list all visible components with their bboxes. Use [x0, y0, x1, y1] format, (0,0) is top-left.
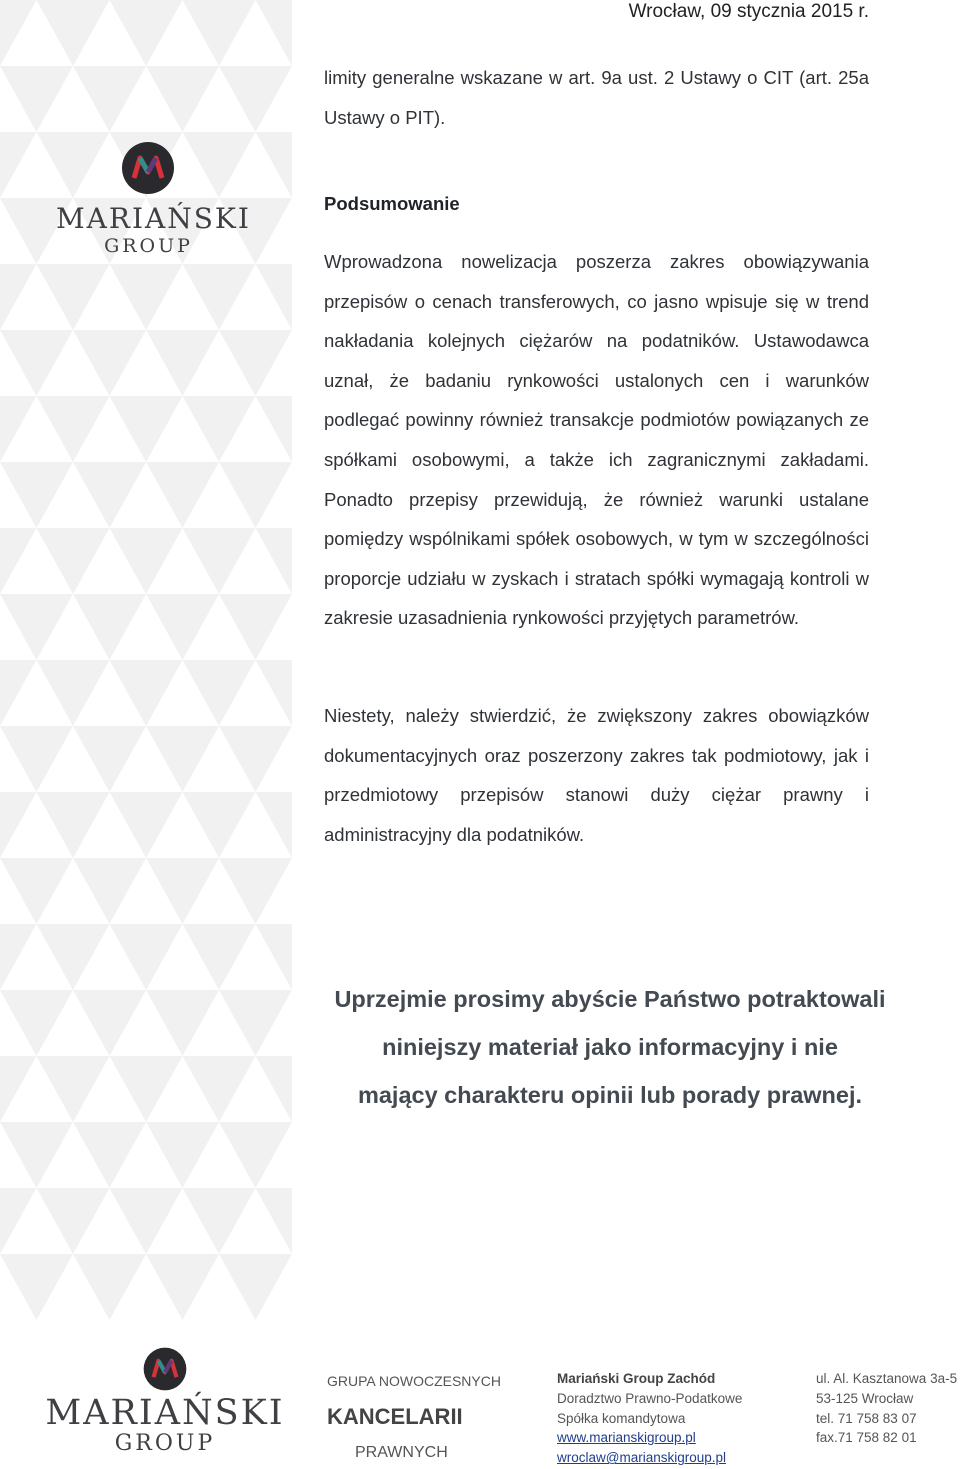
pattern-triangle — [37, 792, 110, 858]
pattern-triangle — [256, 1056, 293, 1122]
footer-company-service: Doradztwo Prawno-Podatkowe — [557, 1390, 743, 1406]
pattern-triangle — [146, 594, 219, 660]
pattern-triangle — [0, 528, 37, 594]
pattern-triangle — [110, 660, 183, 726]
logo-mark-icon — [120, 140, 176, 196]
section-heading: Podsumowanie — [324, 193, 460, 214]
pattern-triangle — [146, 990, 219, 1056]
pattern-triangle — [73, 462, 146, 528]
pattern-triangle — [219, 990, 292, 1056]
footer-company-name: Mariański Group Zachód — [557, 1371, 716, 1386]
pattern-triangle — [183, 1056, 256, 1122]
pattern-triangle — [219, 1254, 292, 1320]
pattern-triangle — [73, 1122, 146, 1188]
pattern-triangle — [146, 1122, 219, 1188]
footer-website-link[interactable]: www.marianskigroup.pl — [557, 1430, 696, 1446]
pattern-triangle — [256, 264, 293, 330]
footer-email-link[interactable]: wroclaw@marianskigroup.pl — [557, 1450, 727, 1466]
pattern-triangle — [0, 462, 73, 528]
disclaimer-line-2: niniejszy materiał jako informacyjny i nie — [382, 1034, 838, 1060]
pattern-triangle — [37, 528, 110, 594]
pattern-triangle — [0, 132, 37, 198]
pattern-triangle — [0, 924, 37, 990]
pattern-triangle — [110, 1188, 183, 1254]
logo-brand: MARIAŃSKI — [56, 202, 251, 235]
pattern-triangle — [219, 726, 292, 792]
footer-company-info — [557, 1369, 742, 1468]
pattern-triangle — [110, 924, 183, 990]
document-date: Wrocław, 09 stycznia 2015 r. — [628, 1, 869, 22]
disclaimer — [300, 975, 920, 1119]
footer-fax: fax.71 758 82 01 — [816, 1430, 917, 1446]
conclusion-paragraph: Niestety, należy stwierdzić, że zwiększony zakres obowiązków dokumentacyjnych oraz poszerzony zakres tak podmiotowy, jak i przedmiotowy przepisów stanowi duży ciężar prawny i administracyjny dla podatników. — [324, 705, 869, 845]
intro-paragraph-block — [324, 58, 869, 137]
pattern-triangle — [256, 1188, 293, 1254]
pattern-triangle — [0, 660, 37, 726]
pattern-triangle — [146, 1254, 219, 1320]
footer-tagline-top: GRUPA NOWOCZESNYCH — [327, 1373, 501, 1389]
footer-tagline-main: KANCELARII — [327, 1403, 463, 1429]
pattern-triangle — [0, 990, 73, 1056]
pattern-triangle — [37, 1188, 110, 1254]
pattern-triangle — [183, 924, 256, 990]
footer-street: ul. Al. Kasztanowa 3a-5 — [816, 1371, 958, 1386]
intro-paragraph: limity generalne wskazane w art. 9a ust. 2 Ustawy o CIT (art. 25a Ustawy o PIT). — [324, 67, 869, 128]
pattern-triangle — [146, 330, 219, 396]
pattern-triangle — [73, 726, 146, 792]
disclaimer-line-1: Uprzejmie prosimy abyście Państwo potraktowali — [334, 986, 886, 1012]
pattern-triangle — [256, 396, 293, 462]
pattern-triangle — [183, 264, 256, 330]
pattern-triangle — [183, 1188, 256, 1254]
pattern-triangle — [73, 1254, 146, 1320]
pattern-triangle — [219, 1122, 292, 1188]
pattern-triangle — [183, 660, 256, 726]
pattern-triangle — [183, 396, 256, 462]
pattern-triangle — [0, 0, 37, 66]
pattern-triangle — [183, 0, 256, 66]
pattern-triangle — [256, 660, 293, 726]
pattern-triangle — [256, 528, 293, 594]
footer-tagline-bottom: PRAWNYCH — [355, 1443, 448, 1461]
disclaimer-line-3: mający charakteru opinii lub porady prawnej. — [357, 1082, 863, 1108]
summary-paragraph-block — [324, 242, 869, 638]
pattern-triangle — [219, 462, 292, 528]
pattern-triangle — [110, 396, 183, 462]
pattern-triangle — [37, 264, 110, 330]
pattern-triangle — [219, 858, 292, 924]
footer-city: 53-125 Wrocław — [816, 1390, 914, 1406]
pattern-triangle — [37, 1056, 110, 1122]
pattern-triangle — [146, 858, 219, 924]
pattern-triangle — [183, 792, 256, 858]
conclusion-paragraph-block — [324, 696, 869, 854]
pattern-triangle — [183, 528, 256, 594]
pattern-triangle — [110, 264, 183, 330]
pattern-triangle — [110, 1056, 183, 1122]
pattern-triangle — [110, 792, 183, 858]
footer-tagline — [327, 1372, 527, 1463]
pattern-triangle — [146, 462, 219, 528]
logo-group: GROUP — [104, 235, 193, 257]
pattern-triangle — [73, 594, 146, 660]
footer-phone: tel. 71 758 83 07 — [816, 1410, 917, 1426]
pattern-triangle — [256, 924, 293, 990]
pattern-triangle — [146, 66, 219, 132]
footer-logo-group: GROUP — [114, 1431, 216, 1456]
pattern-triangle — [0, 1122, 73, 1188]
pattern-triangle — [146, 726, 219, 792]
company-logo — [56, 140, 251, 257]
pattern-triangle — [0, 1188, 37, 1254]
summary-paragraph: Wprowadzona nowelizacja poszerza zakres obowiązywania przepisów o cenach transferowych, co jasno wpisuje się w trend nakładania kolejnych ciężarów na podatników. Ustawodawca uznał, że badaniu rynkowości ustalonych cen i warunków podlegać powinny również transakcje podmiotów powiązanych ze spółkami osobowymi, a także ich zagranicznymi zakładami. Ponadto przepisy przewidują, że również warunki ustalane pomiędzy wspólnikami spółek osobowych, w tym w szczególności proporcje udziału w zyskach i stratach spółki wymagają kontroli w zakresie uzasadnienia rynkowości przyjętych parametrów. — [324, 251, 869, 629]
pattern-triangle — [0, 1254, 73, 1320]
pattern-triangle — [73, 990, 146, 1056]
pattern-triangle — [37, 660, 110, 726]
footer-logo-brand: MARIAŃSKI — [45, 1393, 285, 1433]
pattern-triangle — [0, 594, 73, 660]
pattern-triangle — [0, 330, 73, 396]
pattern-triangle — [37, 0, 110, 66]
pattern-triangle — [110, 0, 183, 66]
footer-address — [816, 1369, 957, 1448]
pattern-triangle — [0, 396, 37, 462]
footer-logo — [40, 1346, 290, 1456]
pattern-triangle — [0, 66, 73, 132]
pattern-triangle — [219, 594, 292, 660]
pattern-triangle — [219, 330, 292, 396]
pattern-triangle — [0, 1056, 37, 1122]
pattern-triangle — [256, 0, 293, 66]
pattern-triangle — [73, 66, 146, 132]
pattern-triangle — [73, 858, 146, 924]
footer-company-form: Spółka komandytowa — [557, 1410, 686, 1426]
pattern-triangle — [73, 330, 146, 396]
pattern-triangle — [256, 792, 293, 858]
pattern-triangle — [0, 858, 73, 924]
footer-logo-mark-icon — [142, 1346, 188, 1392]
pattern-triangle — [37, 396, 110, 462]
pattern-triangle — [0, 264, 37, 330]
pattern-triangle — [110, 528, 183, 594]
pattern-triangle — [0, 792, 37, 858]
pattern-triangle — [256, 132, 293, 198]
pattern-triangle — [37, 924, 110, 990]
pattern-triangle — [219, 66, 292, 132]
pattern-triangle — [0, 726, 73, 792]
